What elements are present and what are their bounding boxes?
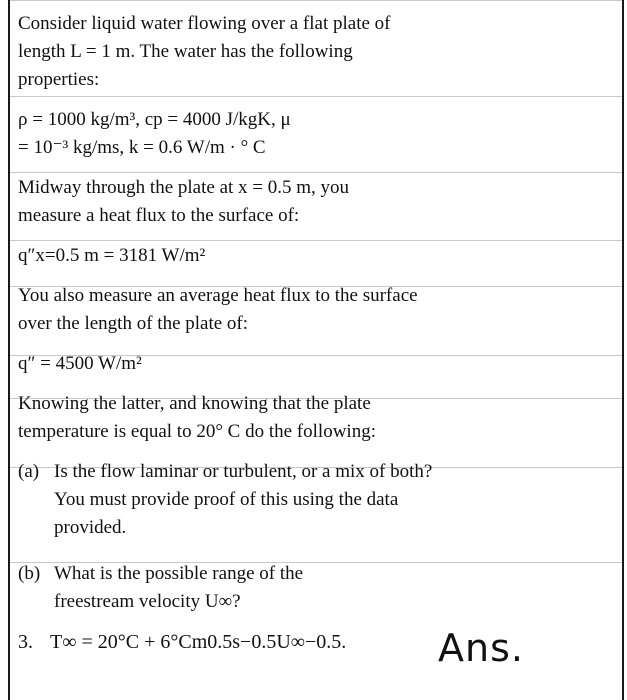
item-3-number: 3. [18,631,33,653]
part-a [18,458,613,542]
right-border-line [622,0,624,700]
problem-text [18,10,613,656]
part-a-tag: (a) [18,461,40,482]
intro-paragraph: Consider liquid water flowing over a flat plate of length L = 1 m. The water has the following properties: [18,13,391,90]
part-a-text: Is the flow laminar or turbulent, or a mix of both? You must provide proof of this using the data provided. [54,461,433,538]
midway-paragraph: Midway through the plate at x = 0.5 m, you measure a heat flux to the surface of: [18,177,350,226]
properties-line-2: = 10⁻³ kg/ms, k = 0.6 W/m · ° C [18,137,266,158]
part-b-tag: (b) [18,563,41,584]
left-border-line [8,0,10,700]
top-divider [10,0,622,1]
item-3-equation: T∞ = 20°C + 6°Cm0.5s−0.5U∞−0.5. [50,631,347,653]
handwritten-answer-label: Ans. [438,626,524,670]
average-heat-flux-equation: q″ = 4500 W/m² [18,353,142,374]
knowing-paragraph: Knowing the latter, and knowing that the plate temperature is equal to 20° C do the following: [18,393,376,442]
local-heat-flux-equation: q″x=0.5 m = 3181 W/m² [18,245,206,266]
properties-line-1: ρ = 1000 kg/m³, cp = 4000 J/kgK, μ [18,109,291,130]
part-b [18,560,613,616]
part-b-text: What is the possible range of the freestream velocity U∞? [54,563,304,612]
average-flux-paragraph: You also measure an average heat flux to the surface over the length of the plate of: [18,285,418,334]
